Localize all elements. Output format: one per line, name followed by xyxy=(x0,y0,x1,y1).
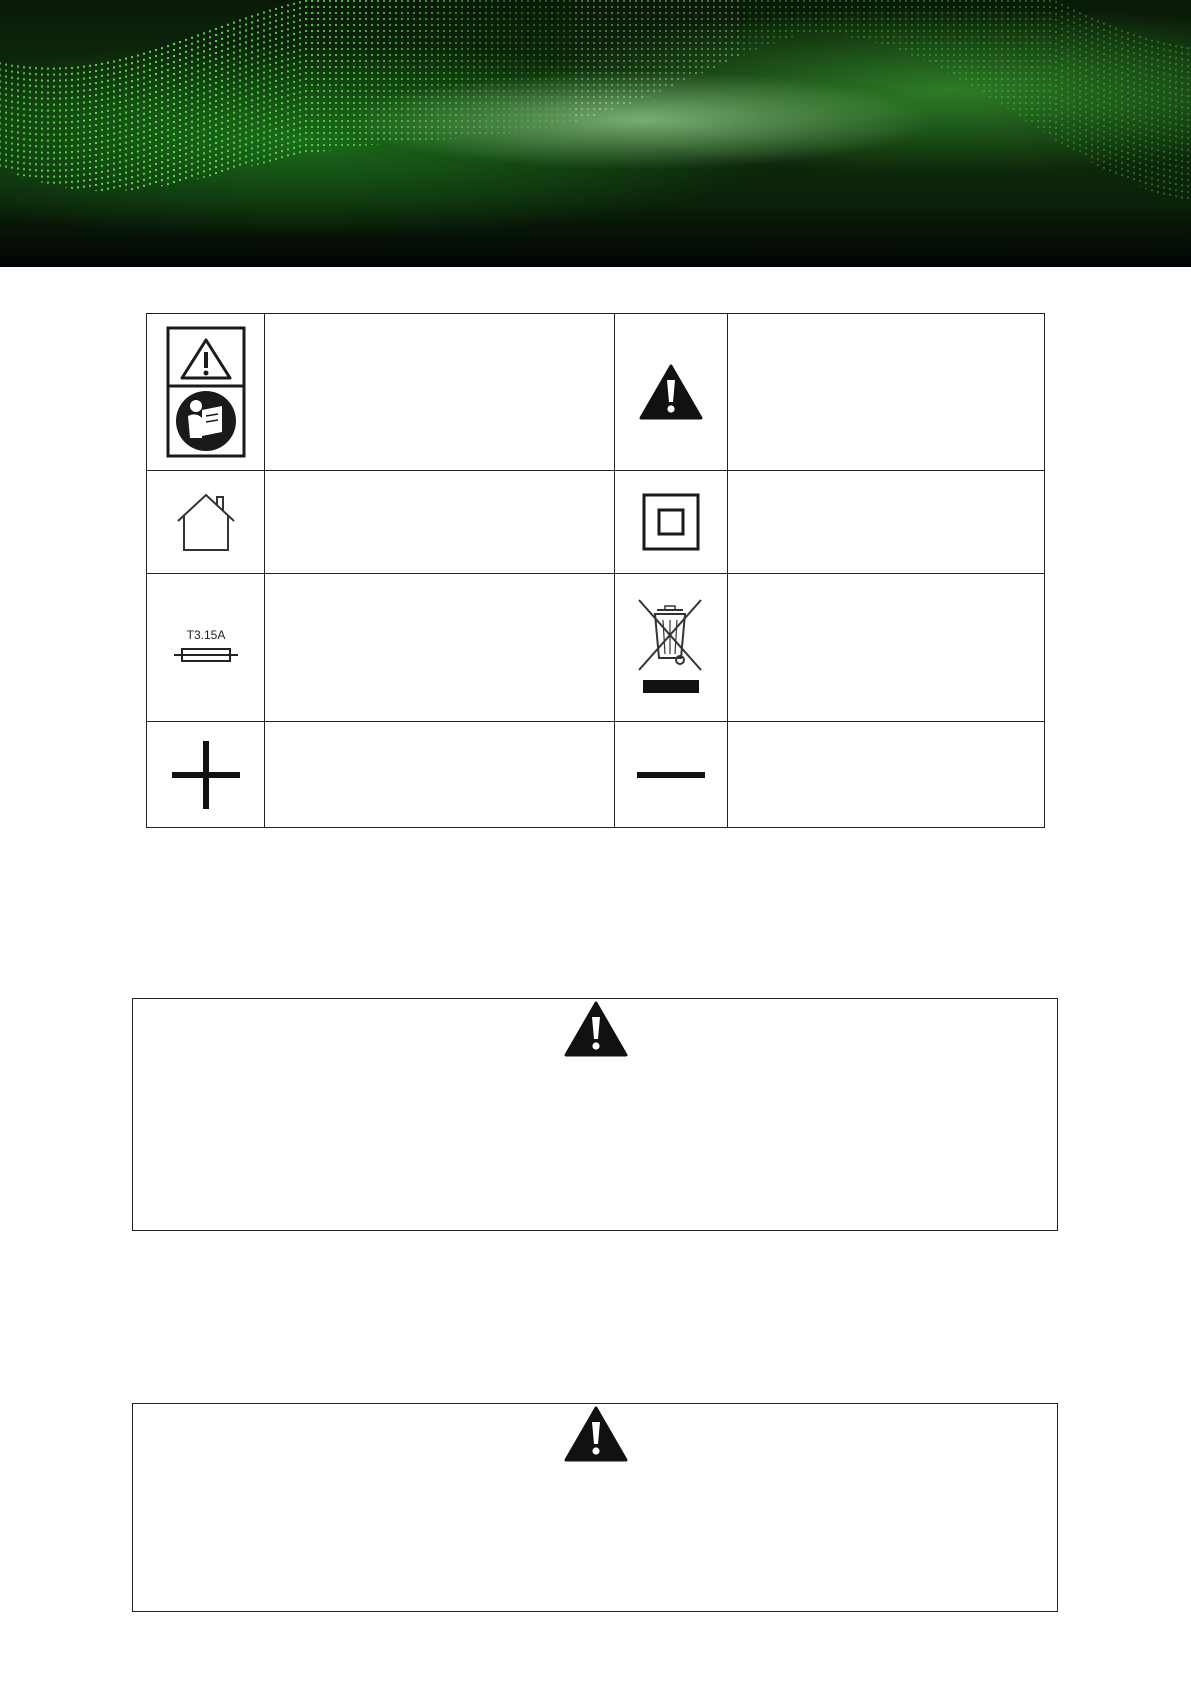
symbol-description xyxy=(728,574,1045,722)
symbol-row xyxy=(147,722,1045,828)
symbol-row xyxy=(147,471,1045,574)
green-particle-wave-graphic xyxy=(0,0,1191,267)
symbol-row xyxy=(147,574,1045,722)
warning-read-manual-icon xyxy=(147,326,264,458)
weee-crossed-bin-icon xyxy=(615,598,727,698)
symbol-icon-cell xyxy=(615,574,728,722)
negative-minus-icon xyxy=(615,741,727,809)
symbol-description xyxy=(728,314,1045,471)
symbol-description xyxy=(265,314,615,471)
warning-triangle-icon xyxy=(563,1404,629,1467)
symbol-icon-cell xyxy=(615,722,728,828)
symbol-icon-cell xyxy=(147,574,265,722)
warning-box xyxy=(132,998,1058,1231)
header-banner-image xyxy=(0,0,1191,267)
symbol-description xyxy=(265,722,615,828)
warning-triangle-icon xyxy=(563,999,629,1062)
indoor-use-house-icon xyxy=(147,491,264,553)
fuse-rating-label: T3.15A xyxy=(186,627,225,642)
symbol-icon-cell xyxy=(147,722,265,828)
symbol-icon-cell xyxy=(615,471,728,574)
symbol-icon-cell xyxy=(147,471,265,574)
symbol-description xyxy=(728,471,1045,574)
warning-triangle-icon xyxy=(615,364,727,420)
symbol-description xyxy=(265,471,615,574)
symbol-description xyxy=(728,722,1045,828)
positive-plus-icon xyxy=(147,741,264,809)
fuse-icon xyxy=(147,627,264,669)
symbol-row xyxy=(147,314,1045,471)
symbol-table xyxy=(146,313,1045,828)
double-insulation-icon xyxy=(615,493,727,551)
symbol-icon-cell xyxy=(615,314,728,471)
warning-box xyxy=(132,1403,1058,1612)
symbol-icon-cell xyxy=(147,314,265,471)
symbol-description xyxy=(265,574,615,722)
